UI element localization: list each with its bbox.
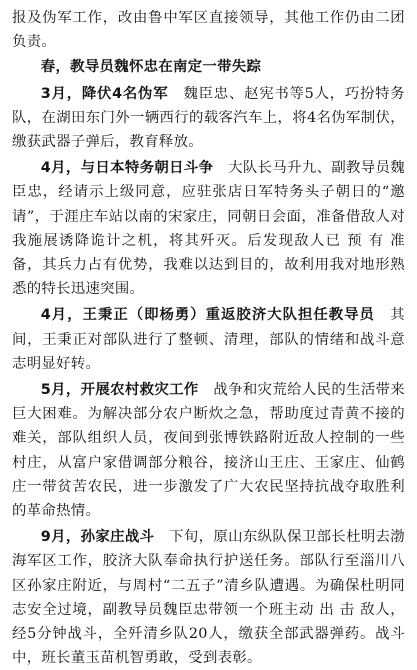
entry-heading: 5月，开展农村救灾工作 (40, 382, 199, 399)
entry-body: 下旬，原山东纵队保卫部长杜明去渤海军区工作，胶济大队奉命执行护送任务。部队行至淄川八区孙家庄附近，与周村“二五子”清乡队遭遇。为确保杜明同志安全过境，副教导员魏臣忠带领一个班主动 出 击 敌人，经5分钟战斗，全歼清乡队20人，缴获全部武器弹药。战斗中，班长董玉苗机智勇敢，受到表彰。 (12, 529, 405, 667)
entry-paragraph (12, 156, 405, 301)
entry-paragraph (12, 525, 405, 670)
entry-paragraph (12, 82, 405, 155)
entry-heading: 4月，与日本特务朝日斗争 (40, 160, 214, 177)
entry-heading: 3月，降伏4名伪军 (40, 85, 169, 102)
intro-paragraph: 报及伪军工作，改由鲁中军区直接领导，其他工作仍由二团负责。 (12, 10, 405, 51)
entry-paragraph (12, 378, 405, 523)
entry-heading: 4月，王秉正（即杨勇）重返胶济大队担任教导员 (40, 307, 375, 324)
entry-body: 战争和灾荒给人民的生活带来巨大困难。为解决部分农户断炊之急，帮助度过青黄不接的难关，部队组织人员，夜间到张博铁路附近敌人控制的一些村庄，从富户家借调部分粮谷，接济山王庄、王家庄、仙鹤庄一带贫苦农民，进一步激发了广大农民坚持抗战夺取胜利的革命热情。 (12, 382, 405, 520)
section-title: 春，教导员魏怀忠在南定一带失踪 (40, 59, 262, 76)
entry-body: 其间，王秉正对部队进行了整顿、清理，部队的情绪和战斗意志明显好转。 (12, 307, 405, 372)
entry-heading: 9月，孙家庄战斗 (40, 529, 155, 546)
entry-body: 魏臣忠、赵宪书等5人，巧扮特务队，在湖田东门外一辆西行的载客汽车上，将4名伪军制伏，缴获武器子弹后，教育释放。 (12, 85, 405, 151)
entry-paragraph (12, 303, 405, 376)
entry-body: 大队长马升九、副教导员魏臣忠，经请示上级同意，应驻张店日军特务头子朝日的“邀请”，于涯庄车站以南的宋家庄，同朝日会面，准备借敌人对我施展诱降诡计之机，将其歼灭。后发现敌人已 预 有 准备，其兵力占有优势，我难以达到目的，故利用我对地形熟悉的特长迅速突围。 (12, 160, 405, 298)
